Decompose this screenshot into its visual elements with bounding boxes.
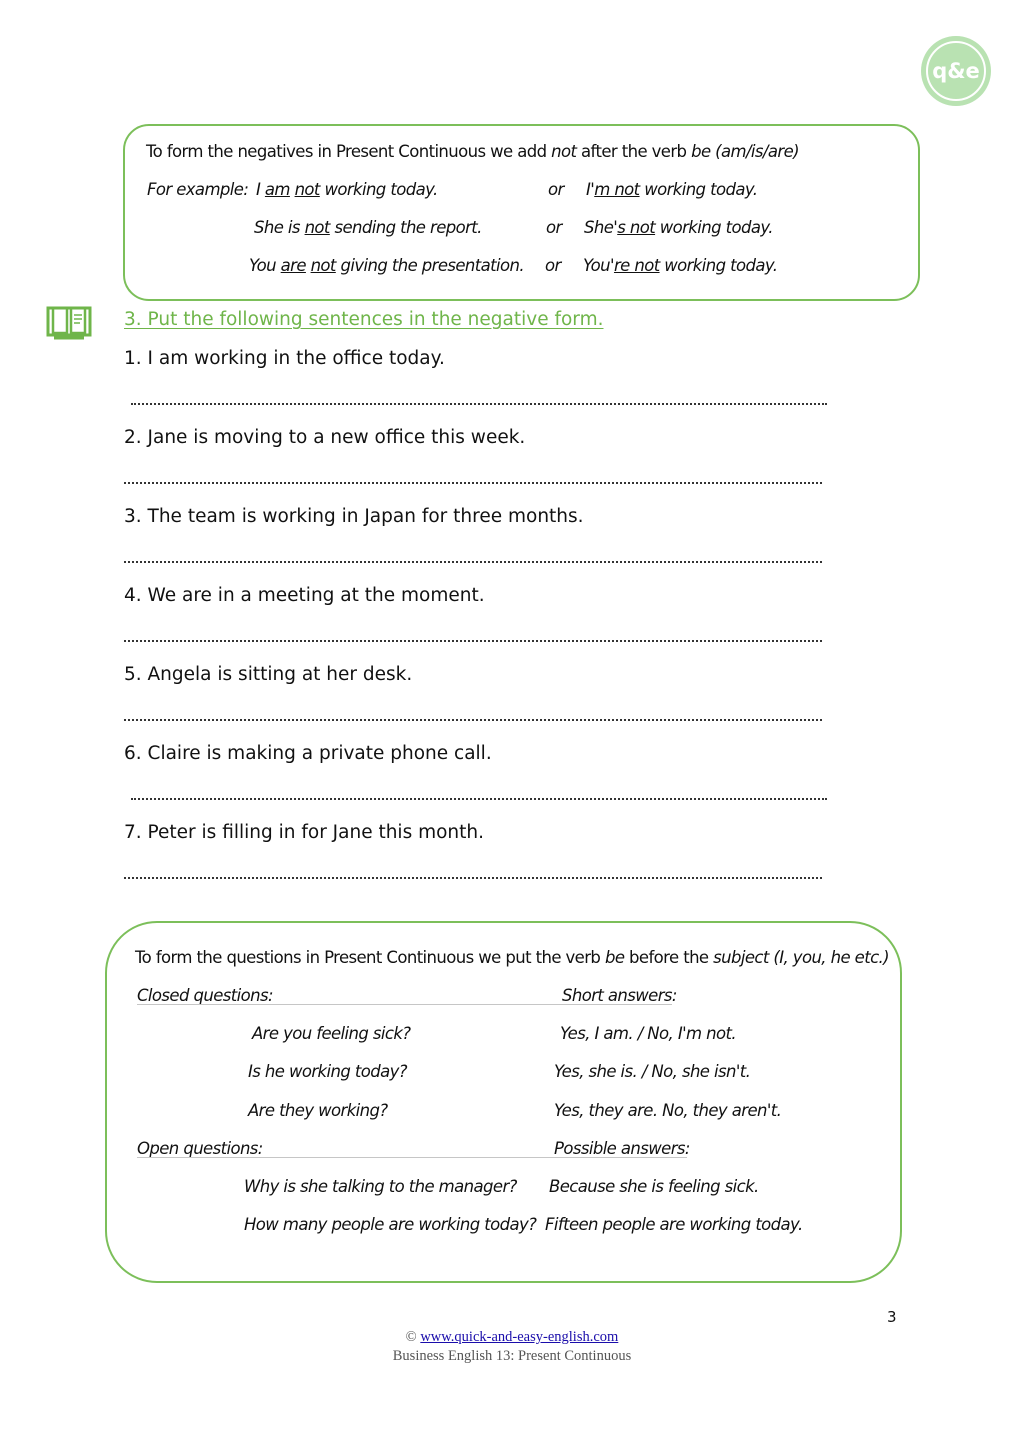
answer-line-7[interactable] (124, 877, 822, 879)
open-header-line (137, 1157, 687, 1158)
intro-text: To form the negatives in Present Continuous we add (146, 142, 547, 161)
intro-text-2: before the (629, 948, 709, 967)
exercise-sentence-5: 5. Angela is sitting at her desk. (124, 664, 413, 685)
possible-answers-label: Possible answers: (554, 1139, 690, 1158)
ex-text: working today. (319, 180, 438, 199)
example-1-full (256, 180, 438, 199)
ex-underlined: not (294, 180, 320, 199)
exercise-sentence-4: 4. We are in a meeting at the moment. (124, 585, 485, 606)
ex-text: giving the presentation. (335, 256, 525, 275)
possible-answer-1: Because she is feeling sick. (549, 1177, 759, 1196)
closed-question-2: Is he working today? (248, 1062, 407, 1081)
open-question-1: Why is she talking to the manager? (244, 1177, 517, 1196)
or-label: or (546, 218, 562, 237)
or-label: or (548, 180, 564, 199)
short-answer-3: Yes, they are. No, they aren't. (554, 1101, 782, 1120)
for-example-label: For example: (147, 180, 249, 199)
ex-underlined: not (310, 256, 336, 275)
ex-text: She' (584, 218, 618, 237)
answer-line-3[interactable] (124, 561, 822, 563)
ex-underlined: m not (594, 180, 640, 199)
ex-text: You (249, 256, 281, 275)
closed-header-line (137, 1004, 672, 1005)
closed-question-1: Are you feeling sick? (252, 1024, 411, 1043)
example-3-short (583, 256, 777, 275)
ex-text: I' (586, 180, 595, 199)
intro-text: To form the questions in Present Continuous we put the verb (135, 948, 601, 967)
logo-text: q&e (926, 41, 986, 101)
ex-text: I (256, 180, 265, 199)
footer-subtitle: Business English 13: Present Continuous (392, 1348, 632, 1364)
intro-be: be (am/is/are) (691, 142, 799, 161)
ex-text: working today. (655, 218, 773, 237)
answer-line-5[interactable] (124, 719, 822, 721)
answer-line-2[interactable] (124, 482, 822, 484)
exercise-sentence-6: 6. Claire is making a private phone call. (124, 743, 492, 764)
qe-logo (921, 36, 991, 106)
exercise-sentence-3: 3. The team is working in Japan for three months. (124, 506, 584, 527)
answer-line-4[interactable] (124, 640, 822, 642)
or-label: or (545, 256, 561, 275)
answer-line-1[interactable] (131, 403, 827, 405)
ex-text: sending the report. (329, 218, 482, 237)
possible-answer-2: Fifteen people are working today. (545, 1215, 803, 1234)
ex-text: You' (583, 256, 614, 275)
ex-underlined: s not (617, 218, 656, 237)
example-3-full (249, 256, 524, 275)
book-icon (46, 306, 92, 340)
example-2-full (254, 218, 482, 237)
intro-be: be (604, 948, 625, 967)
open-questions-label: Open questions: (137, 1139, 263, 1158)
short-answers-label: Short answers: (562, 986, 677, 1005)
intro-text-2: after the verb (581, 142, 687, 161)
ex-text: working today. (659, 256, 778, 275)
short-answer-1: Yes, I am. / No, I'm not. (560, 1024, 737, 1043)
closed-questions-label: Closed questions: (137, 986, 273, 1005)
intro-not: not (551, 142, 577, 161)
ex-text: She is (254, 218, 305, 237)
ex-text: working today. (639, 180, 758, 199)
ex-underlined: are (280, 256, 306, 275)
exercise-heading: 3. Put the following sentences in the negative form. (124, 309, 604, 330)
closed-question-3: Are they working? (248, 1101, 388, 1120)
page-number: 3 (887, 1308, 897, 1326)
short-answer-2: Yes, she is. / No, she isn't. (554, 1062, 751, 1081)
exercise-sentence-1: 1. I am working in the office today. (124, 348, 445, 369)
ex-underlined: am (264, 180, 290, 199)
answer-line-6[interactable] (131, 798, 827, 800)
footer-link-line (0, 1329, 1024, 1346)
negatives-intro (146, 142, 799, 161)
exercise-sentence-7: 7. Peter is filling in for Jane this month. (124, 822, 485, 843)
ex-underlined: re not (613, 256, 660, 275)
intro-subject: subject (I, you, he etc.) (713, 948, 890, 967)
exercise-sentence-2: 2. Jane is moving to a new office this week. (124, 427, 526, 448)
copyright-symbol: © (405, 1329, 417, 1345)
ex-underlined: not (304, 218, 330, 237)
questions-intro (135, 948, 889, 967)
example-1-short (586, 180, 757, 199)
website-link[interactable]: www.quick-and-easy-english.com (420, 1329, 619, 1345)
open-question-2: How many people are working today? (244, 1215, 537, 1234)
example-2-short (584, 218, 773, 237)
